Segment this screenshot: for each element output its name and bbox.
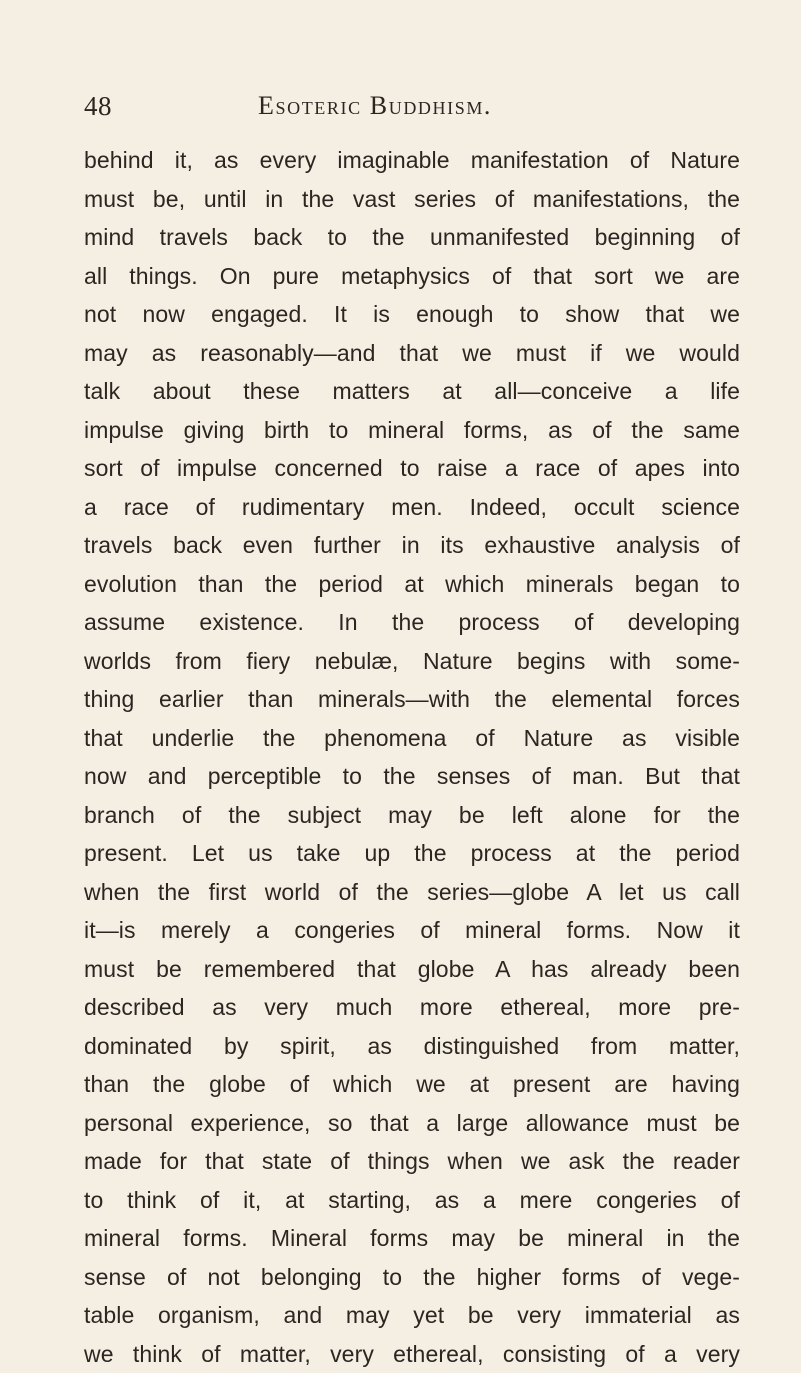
text-line: worlds from fiery nebulæ, Nature begins with some-	[84, 642, 740, 681]
text-line: to think of it, at starting, as a mere congeries of	[84, 1181, 740, 1220]
text-line: all things. On pure metaphysics of that sort we are	[84, 257, 740, 296]
text-line: sense of not belonging to the higher forms of vege-	[84, 1258, 740, 1297]
text-line: sort of impulse concerned to raise a race of apes into	[84, 449, 740, 488]
text-line: than the globe of which we at present are having	[84, 1065, 740, 1104]
running-head: Esoteric Buddhism.	[258, 86, 492, 126]
text-line: thing earlier than minerals—with the elemental forces	[84, 680, 740, 719]
text-line: behind it, as every imaginable manifestation of Nature	[84, 141, 740, 180]
text-line: when the first world of the series—globe A let us call	[84, 873, 740, 912]
text-line: travels back even further in its exhaustive analysis of	[84, 526, 740, 565]
text-line: must be remembered that globe A has already been	[84, 950, 740, 989]
text-line: made for that state of things when we ask the reader	[84, 1142, 740, 1181]
text-line: dominated by spirit, as distinguished from matter,	[84, 1027, 740, 1066]
text-line: present. Let us take up the process at the period	[84, 834, 740, 873]
text-line: branch of the subject may be left alone for the	[84, 796, 740, 835]
text-line: impulse giving birth to mineral forms, as of the same	[84, 411, 740, 450]
text-line: must be, until in the vast series of manifestations, the	[84, 180, 740, 219]
text-line: personal experience, so that a large allowance must be	[84, 1104, 740, 1143]
text-line: table organism, and may yet be very immaterial as	[84, 1296, 740, 1335]
text-line: not now engaged. It is enough to show that we	[84, 295, 740, 334]
text-line: a race of rudimentary men. Indeed, occult science	[84, 488, 740, 527]
body-text	[84, 141, 740, 1373]
text-line: mind travels back to the unmanifested beginning of	[84, 218, 740, 257]
page-header	[0, 86, 801, 126]
text-line: may as reasonably—and that we must if we would	[84, 334, 740, 373]
text-line: mineral forms. Mineral forms may be mineral in the	[84, 1219, 740, 1258]
page-number: 48	[84, 86, 112, 126]
text-line: described as very much more ethereal, more pre-	[84, 988, 740, 1027]
text-line: evolution than the period at which minerals began to	[84, 565, 740, 604]
text-line: talk about these matters at all—conceive a life	[84, 372, 740, 411]
text-line: now and perceptible to the senses of man. But that	[84, 757, 740, 796]
text-line: we think of matter, very ethereal, consisting of a very	[84, 1335, 740, 1373]
text-line: assume existence. In the process of developing	[84, 603, 740, 642]
text-line: it—is merely a congeries of mineral forms. Now it	[84, 911, 740, 950]
text-line: that underlie the phenomena of Nature as visible	[84, 719, 740, 758]
